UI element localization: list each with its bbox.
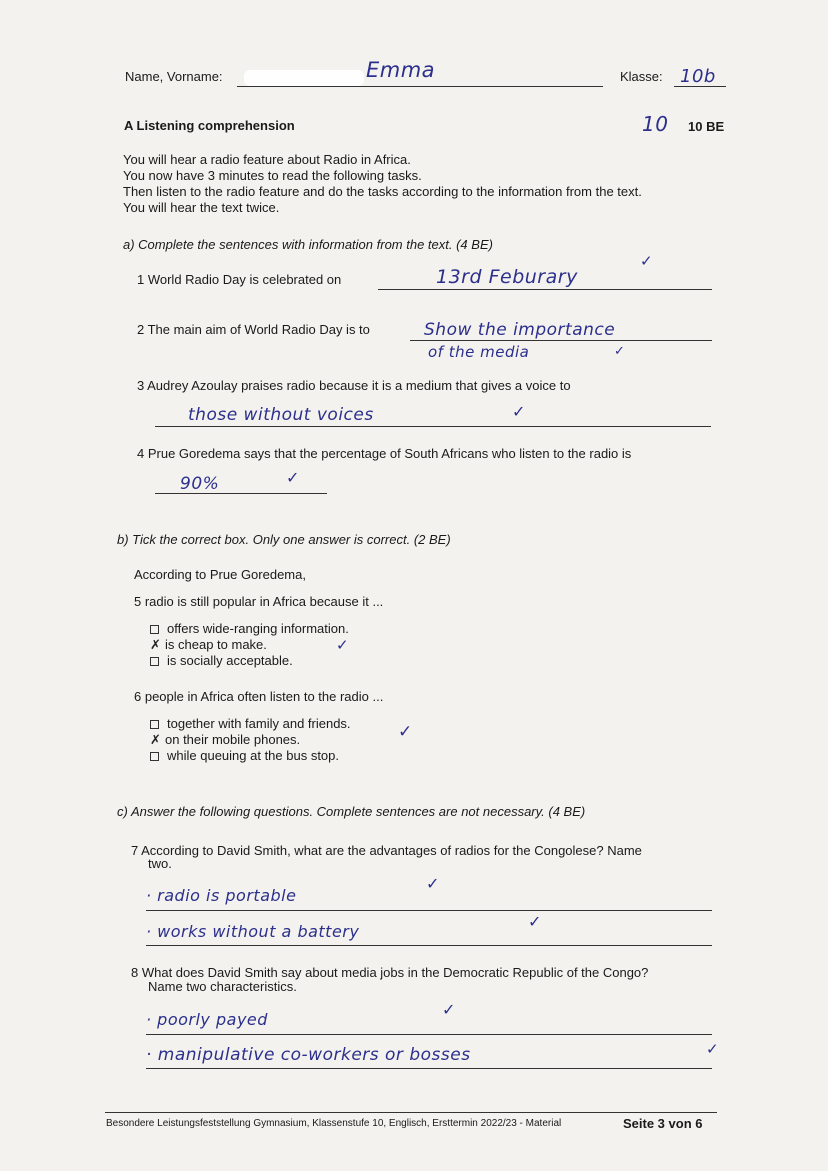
page-number: Seite 3 von 6 (623, 1116, 703, 1131)
section-title: A Listening comprehension (124, 118, 295, 133)
q5-option-2[interactable]: ✗ is cheap to make. (150, 637, 267, 652)
q8-answer-1: · poorly payed (146, 1010, 268, 1029)
q6-option-1[interactable]: together with family and friends. (150, 716, 351, 732)
intro-line: You will hear a radio feature about Radio in Africa. (123, 152, 411, 167)
check-mark: ✓ (614, 344, 625, 359)
q6-option-3[interactable]: while queuing at the bus stop. (150, 748, 351, 764)
checkbox[interactable] (150, 752, 159, 761)
q5-option-1[interactable]: offers wide-ranging information. (150, 621, 349, 637)
check-mark: ✓ (398, 722, 413, 742)
check-mark: ✓ (528, 912, 542, 931)
check-mark: ✓ (706, 1040, 719, 1058)
q8-text-line2: Name two characteristics. (148, 979, 297, 994)
intro-text (123, 152, 743, 216)
name-value: Emma (366, 58, 436, 82)
q6-options (150, 716, 351, 764)
check-mark: ✓ (426, 874, 440, 893)
part-b-lead: According to Prue Goredema, (134, 567, 306, 582)
q5-options (150, 621, 349, 669)
q7-text-line1: 7 According to David Smith, what are the advantages of radios for the Congolese? Name (131, 843, 642, 858)
q2-text: 2 The main aim of World Radio Day is to (137, 322, 370, 337)
q2-answer-line2: of the media (428, 343, 530, 361)
footer-rule (105, 1112, 717, 1113)
q1-answer: 13rd Feburary (436, 266, 578, 288)
check-mark: ✓ (336, 636, 349, 654)
q3-answer: those without voices (188, 405, 374, 425)
part-a-instruction: a) Complete the sentences with information from the text. (4 BE) (123, 237, 493, 252)
name-line (237, 86, 603, 87)
redaction-patch (244, 70, 364, 86)
check-mark: ✓ (512, 402, 526, 421)
checkbox[interactable] (150, 657, 159, 666)
checkbox-ticked[interactable]: ✗ (150, 637, 161, 652)
q7-answer-line (146, 910, 712, 911)
q1-answer-line (378, 289, 712, 290)
part-b-instruction: b) Tick the correct box. Only one answer is correct. (2 BE) (117, 532, 451, 547)
check-mark: ✓ (286, 468, 300, 487)
intro-line: You now have 3 minutes to read the following tasks. (123, 168, 422, 183)
q2-answer-line1: Show the importance (424, 320, 616, 340)
q4-answer: 90% (180, 474, 220, 494)
q5-text: 5 radio is still popular in Africa because it ... (134, 594, 384, 609)
class-value: 10b (680, 66, 716, 87)
q8-answer-line (146, 1068, 712, 1069)
q6-option-2[interactable]: ✗ on their mobile phones. (150, 732, 301, 747)
q1-text: 1 World Radio Day is celebrated on (137, 272, 342, 287)
score-handwritten: 10 (642, 112, 669, 136)
q8-text-line1: 8 What does David Smith say about media jobs in the Democratic Republic of the Congo? (131, 965, 649, 980)
checkbox-ticked[interactable]: ✗ (150, 732, 161, 747)
q7-text-line2: two. (148, 856, 172, 871)
q2-answer-line (410, 340, 712, 341)
part-c-instruction: c) Answer the following questions. Complete sentences are not necessary. (4 BE) (117, 804, 586, 819)
check-mark: ✓ (442, 1000, 456, 1019)
q8-answer-2: · manipulative co-workers or bosses (146, 1045, 471, 1065)
q3-answer-line (155, 426, 711, 427)
q8-answer-line (146, 1034, 712, 1035)
check-mark: ✓ (640, 252, 653, 270)
intro-line: You will hear the text twice. (123, 200, 280, 215)
q7-answer-1: · radio is portable (146, 886, 297, 905)
q7-answer-2: · works without a battery (146, 922, 360, 941)
score-total: 10 BE (688, 119, 725, 134)
q4-text: 4 Prue Goredema says that the percentage of South Africans who listen to the radio is (137, 446, 632, 461)
q6-text: 6 people in Africa often listen to the radio ... (134, 689, 384, 704)
checkbox[interactable] (150, 720, 159, 729)
name-label: Name, Vorname: (125, 69, 223, 84)
q7-answer-line (146, 945, 712, 946)
class-label: Klasse: (620, 69, 663, 84)
q3-text: 3 Audrey Azoulay praises radio because it is a medium that gives a voice to (137, 378, 571, 393)
q5-option-3[interactable]: is socially acceptable. (150, 653, 349, 669)
footer-text: Besondere Leistungsfeststellung Gymnasium, Klassenstufe 10, Englisch, Ersttermin 2022/23 - Material (106, 1118, 562, 1129)
intro-line: Then listen to the radio feature and do the tasks according to the information from the text. (123, 184, 642, 199)
checkbox[interactable] (150, 625, 159, 634)
